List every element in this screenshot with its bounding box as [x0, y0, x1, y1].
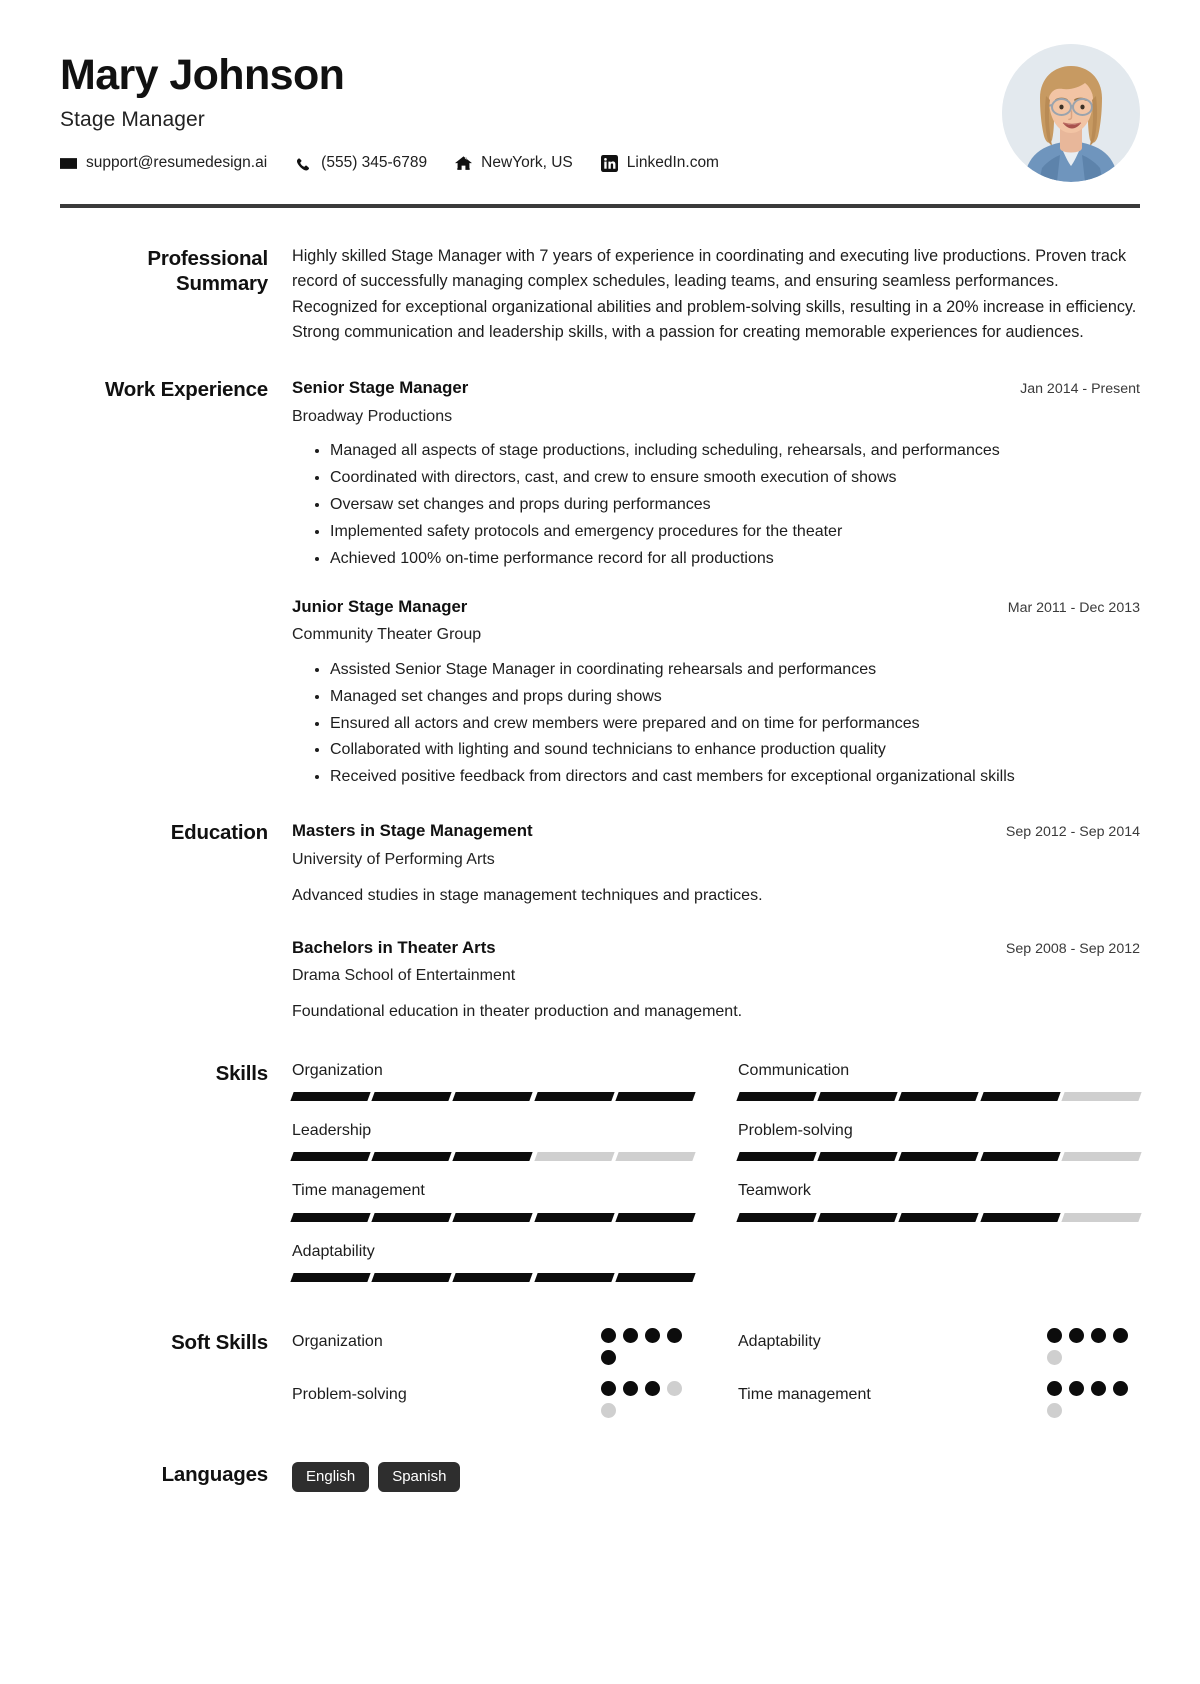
soft-skill-dot — [645, 1328, 660, 1343]
contact-phone[interactable] — [295, 154, 427, 172]
soft-skill-name: Adaptability — [738, 1333, 821, 1351]
soft-skill-dot — [623, 1328, 638, 1343]
soft-skill-item — [738, 1381, 1140, 1418]
work-entry-bullets — [292, 439, 1140, 572]
summary-text: Highly skilled Stage Manager with 7 years of experience in coordinating and executing live productions. Proven track record of successfully managing complex schedules, leading teams, and ensuring seamless performances. Recognized for exceptional organizational abilities and problem-solving skills, resulting in a 20% increase in efficiency. Strong communication and leadership skills, with a passion for creating memorable experiences for audiences. — [292, 247, 1137, 341]
soft-skill-item — [738, 1328, 1140, 1365]
skill-bar-segment — [372, 1092, 452, 1101]
work-entry — [292, 594, 1140, 791]
section-label-work: Work Experience — [105, 378, 268, 402]
education-entry-date: Sep 2008 - Sep 2012 — [1005, 940, 1140, 957]
skill-item — [738, 1059, 1140, 1101]
header-divider — [60, 204, 1140, 208]
skill-bar-segment — [290, 1273, 370, 1282]
contact-email[interactable] — [60, 154, 267, 172]
education-entry-org: University of Performing Arts — [292, 850, 495, 868]
section-languages — [60, 1460, 1140, 1492]
section-professional-summary — [60, 244, 1140, 345]
language-badge[interactable]: Spanish — [378, 1462, 460, 1492]
skill-bar-segment — [453, 1092, 533, 1101]
contact-linkedin-text: LinkedIn.com — [626, 154, 719, 172]
skill-bar-segment — [899, 1152, 979, 1161]
soft-skill-dots — [1047, 1381, 1140, 1418]
skill-bar-segment — [615, 1273, 695, 1282]
soft-skill-item — [292, 1328, 694, 1365]
avatar-illustration — [1002, 44, 1140, 182]
skill-bar-segment — [453, 1273, 533, 1282]
skill-name: Adaptability — [292, 1242, 375, 1260]
soft-skill-dot — [1069, 1328, 1084, 1343]
summary-body — [292, 244, 1140, 345]
education-entry — [292, 818, 1140, 908]
list-item: • Coordinated with directors, cast, and crew to ensure smooth execution of shows — [330, 466, 1140, 491]
skill-bar-segment — [534, 1273, 614, 1282]
soft-skill-dot — [1047, 1381, 1062, 1396]
skill-bar-segment — [453, 1152, 533, 1161]
skill-bar-segment — [615, 1152, 695, 1161]
skill-bar-segment — [1061, 1092, 1141, 1101]
skill-bar-segment — [818, 1213, 898, 1222]
skill-bar-segment — [534, 1152, 614, 1161]
skill-bar-segment — [372, 1152, 452, 1161]
soft-skill-dot — [667, 1328, 682, 1343]
soft-skill-dots — [601, 1381, 694, 1418]
skill-bar-segment — [1061, 1152, 1141, 1161]
skill-item — [292, 1179, 694, 1221]
skill-bar-segment — [534, 1092, 614, 1101]
skill-bar — [738, 1213, 1140, 1222]
soft-skills-body — [292, 1328, 1140, 1434]
soft-skill-dot — [1047, 1350, 1062, 1365]
soft-skill-dot — [1113, 1328, 1128, 1343]
education-entry-head — [292, 818, 1140, 844]
languages-body — [292, 1460, 1140, 1492]
page-title: Mary Johnson — [60, 51, 345, 99]
skill-bar-segment — [534, 1213, 614, 1222]
section-label-soft-skills: Soft Skills — [171, 1331, 268, 1355]
skill-bar-segment — [980, 1152, 1060, 1161]
section-label-education: Education — [170, 821, 268, 845]
work-entry-date: Jan 2014 - Present — [1020, 381, 1140, 398]
soft-skill-name: Problem-solving — [292, 1386, 407, 1404]
skill-name: Teamwork — [738, 1182, 811, 1200]
skill-bar-segment — [736, 1213, 816, 1222]
list-item: • Achieved 100% on-time performance record for all productions — [330, 547, 1140, 572]
education-entry-title: Bachelors in Theater Arts — [292, 937, 496, 957]
skill-item — [738, 1119, 1140, 1161]
soft-skill-dot — [645, 1381, 660, 1396]
skill-bar — [292, 1273, 694, 1282]
skill-bar-segment — [372, 1273, 452, 1282]
section-work-experience — [60, 375, 1140, 792]
skill-item — [292, 1240, 694, 1282]
soft-skill-dot — [667, 1381, 682, 1396]
skill-name: Leadership — [292, 1122, 372, 1140]
work-entry-date: Mar 2011 - Dec 2013 — [1007, 599, 1140, 616]
work-entry-org: Community Theater Group — [292, 626, 482, 644]
skill-name: Problem-solving — [738, 1122, 853, 1140]
education-entry — [292, 935, 1140, 1025]
job-title: Stage Manager — [60, 108, 205, 132]
contact-linkedin[interactable] — [601, 154, 719, 172]
skill-bar-segment — [453, 1213, 533, 1222]
skill-bar — [738, 1092, 1140, 1101]
skills-grid — [292, 1059, 1140, 1300]
skill-bar-segment — [290, 1152, 370, 1161]
work-entry-title: Junior Stage Manager — [292, 596, 468, 616]
work-entry-title: Senior Stage Manager — [292, 378, 469, 398]
skill-bar-segment — [290, 1213, 370, 1222]
education-entry-date: Sep 2012 - Sep 2014 — [1005, 824, 1140, 841]
soft-skills-grid — [292, 1328, 1140, 1434]
skill-name: Organization — [292, 1061, 383, 1079]
list-item: • Oversaw set changes and props during performances — [330, 493, 1140, 518]
section-education — [60, 818, 1140, 1024]
skill-bar — [738, 1152, 1140, 1161]
skill-bar-segment — [818, 1092, 898, 1101]
skill-bar — [292, 1092, 694, 1101]
education-entry-desc: Advanced studies in stage management techniques and practices. — [292, 887, 763, 905]
skill-bar-segment — [615, 1092, 695, 1101]
phone-icon — [295, 155, 312, 172]
skill-bar-segment — [372, 1213, 452, 1222]
skill-bar-segment — [899, 1213, 979, 1222]
contact-location-text: NewYork, US — [481, 154, 573, 172]
education-body — [292, 818, 1140, 1024]
soft-skill-dot — [1047, 1328, 1062, 1343]
work-entry-org: Broadway Productions — [292, 407, 453, 425]
soft-skill-name: Organization — [292, 1333, 383, 1351]
skill-bar-segment — [980, 1092, 1060, 1101]
skill-bar-segment — [615, 1213, 695, 1222]
work-entry-head — [292, 594, 1140, 620]
home-icon — [455, 155, 472, 172]
list-item: • Collaborated with lighting and sound technicians to enhance production quality — [330, 738, 1140, 763]
contact-location[interactable] — [455, 154, 573, 172]
list-item: • Managed all aspects of stage productions, including scheduling, rehearsals, and performances — [330, 439, 1140, 464]
work-body — [292, 375, 1140, 792]
avatar — [1002, 44, 1140, 182]
resume-header — [60, 44, 1140, 204]
list-item: • Managed set changes and props during shows — [330, 685, 1140, 710]
skill-bar — [292, 1152, 694, 1161]
work-entry — [292, 375, 1140, 572]
section-soft-skills — [60, 1328, 1140, 1434]
languages-row — [292, 1460, 1140, 1492]
soft-skill-dot — [1091, 1381, 1106, 1396]
soft-skill-item — [292, 1381, 694, 1418]
skill-bar-segment — [899, 1092, 979, 1101]
soft-skill-dot — [623, 1381, 638, 1396]
section-label-summary: Professional Summary — [147, 247, 268, 295]
list-item: • Implemented safety protocols and emergency procedures for the theater — [330, 520, 1140, 545]
soft-skill-dot — [1113, 1381, 1128, 1396]
skill-bar — [292, 1213, 694, 1222]
work-entry-bullets — [292, 658, 1140, 791]
email-icon — [60, 155, 77, 172]
list-item: • Received positive feedback from directors and cast members for exceptional organizational skills — [330, 765, 1140, 790]
education-entry-head — [292, 935, 1140, 961]
education-entry-desc: Foundational education in theater production and management. — [292, 1003, 743, 1021]
education-entry-org: Drama School of Entertainment — [292, 967, 516, 985]
soft-skill-dot — [601, 1328, 616, 1343]
language-badge[interactable]: English — [292, 1462, 369, 1492]
soft-skill-dot — [601, 1381, 616, 1396]
soft-skill-dot — [1091, 1328, 1106, 1343]
skill-item — [738, 1179, 1140, 1221]
skill-name: Time management — [292, 1182, 425, 1200]
linkedin-icon — [601, 155, 618, 172]
skill-bar-segment — [818, 1152, 898, 1161]
skills-body — [292, 1059, 1140, 1300]
skill-item — [292, 1059, 694, 1101]
header-text-block — [60, 44, 719, 172]
skill-name: Communication — [738, 1061, 850, 1079]
soft-skill-name: Time management — [738, 1386, 871, 1404]
work-entry-head — [292, 375, 1140, 401]
soft-skill-dot — [601, 1403, 616, 1418]
soft-skill-dots — [1047, 1328, 1140, 1365]
list-item: • Ensured all actors and crew members were prepared and on time for performances — [330, 712, 1140, 737]
list-item: • Assisted Senior Stage Manager in coordinating rehearsals and performances — [330, 658, 1140, 683]
skill-item — [292, 1119, 694, 1161]
section-skills — [60, 1059, 1140, 1300]
soft-skill-dot — [1069, 1381, 1084, 1396]
soft-skill-dot — [601, 1350, 616, 1365]
section-label-skills: Skills — [215, 1061, 268, 1085]
contact-row — [60, 154, 719, 172]
education-entry-title: Masters in Stage Management — [292, 821, 533, 841]
skill-bar-segment — [736, 1152, 816, 1161]
contact-email-text: support@resumedesign.ai — [86, 154, 268, 172]
skill-bar-segment — [1061, 1213, 1141, 1222]
contact-phone-text: (555) 345-6789 — [321, 154, 428, 172]
skill-bar-segment — [736, 1092, 816, 1101]
soft-skill-dot — [1047, 1403, 1062, 1418]
skill-bar-segment — [980, 1213, 1060, 1222]
skill-bar-segment — [290, 1092, 370, 1101]
section-label-languages: Languages — [161, 1463, 268, 1487]
soft-skill-dots — [601, 1328, 694, 1365]
